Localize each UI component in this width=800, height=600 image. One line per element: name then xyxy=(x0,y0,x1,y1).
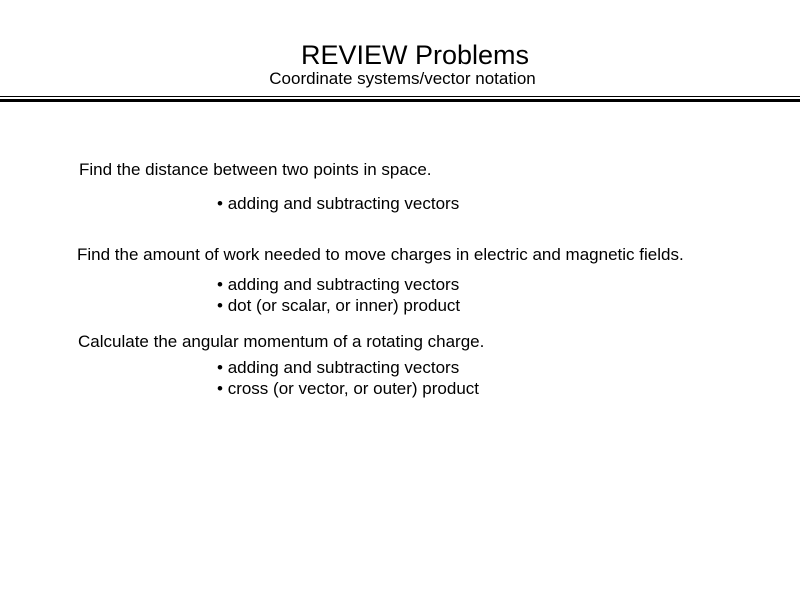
bullet-item: • adding and subtracting vectors xyxy=(217,193,459,214)
bullet-item: • adding and subtracting vectors xyxy=(217,357,479,378)
header-divider-thick xyxy=(0,99,800,102)
problem-3-bullets xyxy=(217,357,479,399)
bullet-item: • adding and subtracting vectors xyxy=(217,274,460,295)
problem-statement-2: Find the amount of work needed to move charges in electric and magnetic fields. xyxy=(77,245,684,264)
bullet-item: • cross (or vector, or outer) product xyxy=(217,378,479,399)
problem-statement-3: Calculate the angular momentum of a rotating charge. xyxy=(78,332,485,351)
slide-title: REVIEW Problems xyxy=(300,40,530,70)
problem-statement-1: Find the distance between two points in space. xyxy=(79,160,432,179)
header-divider-thin xyxy=(0,96,800,97)
slide-subtitle: Coordinate systems/vector notation xyxy=(269,69,536,88)
problem-1-bullets xyxy=(217,193,459,214)
problem-2-bullets xyxy=(217,274,460,316)
bullet-item: • dot (or scalar, or inner) product xyxy=(217,295,460,316)
